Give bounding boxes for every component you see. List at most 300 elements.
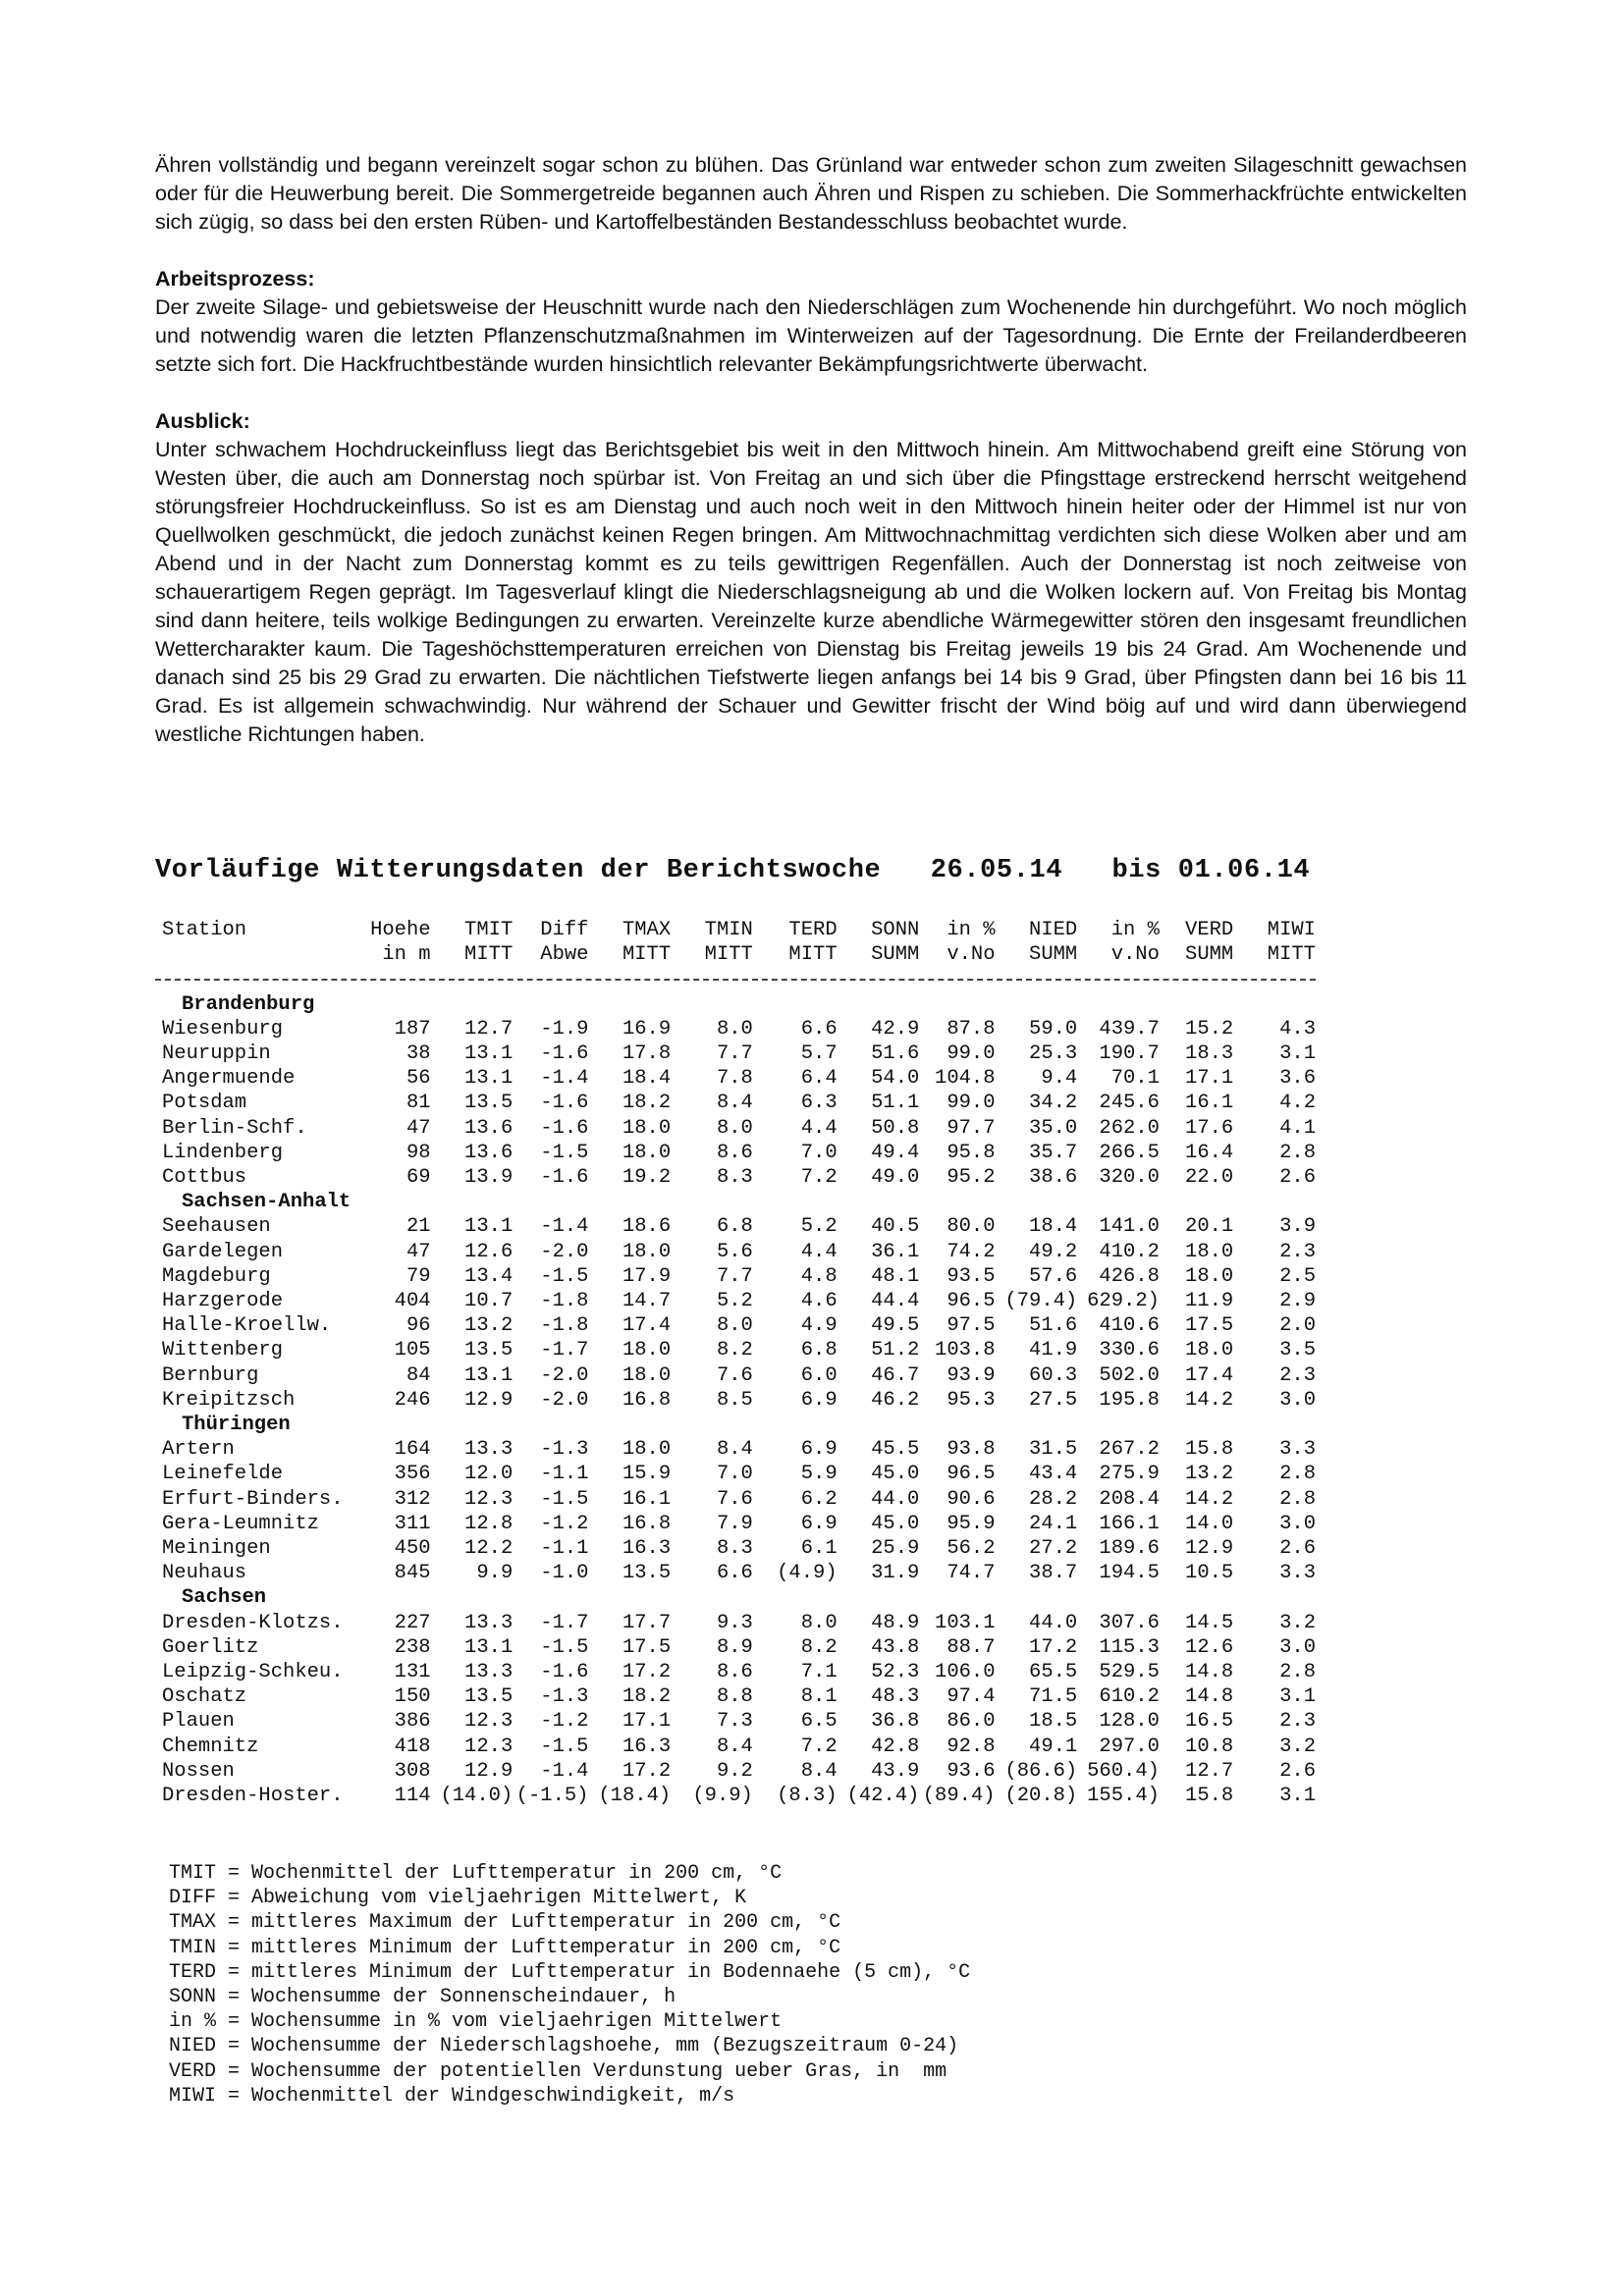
- cell-value: 227: [394, 1611, 431, 1634]
- cell-value: SUMM: [1185, 943, 1234, 967]
- cell-value: 15.2: [1185, 1017, 1234, 1041]
- cell-value: 13.9: [464, 1166, 514, 1190]
- cell-value: NIED: [1029, 919, 1078, 941]
- cell-value: 2.8: [1279, 1487, 1316, 1511]
- cell-station: Oschatz: [162, 1685, 247, 1709]
- cell-station: Artern: [162, 1438, 235, 1462]
- cell-station: Chemnitz: [162, 1735, 259, 1758]
- cell-value: -2.0: [540, 1363, 589, 1387]
- cell-value: 46.7: [871, 1363, 920, 1387]
- cell-value: 45.0: [871, 1512, 920, 1535]
- cell-value: 2.3: [1279, 1363, 1316, 1387]
- legend-item: SONN = Wochensumme der Sonnenscheindauer, h: [169, 1985, 676, 2008]
- cell-value: 426.8: [1099, 1264, 1160, 1288]
- cell-value: 51.1: [871, 1092, 920, 1115]
- cell-value: 7.2: [800, 1166, 838, 1190]
- cell-value: 17.6: [1185, 1116, 1234, 1140]
- cell-value: 2.6: [1279, 1759, 1316, 1783]
- cell-value: 36.1: [871, 1240, 920, 1263]
- cell-value: 356: [394, 1463, 431, 1486]
- cell-value: 42.9: [871, 1017, 920, 1041]
- cell-value: 195.8: [1099, 1388, 1160, 1412]
- cell-value: 7.0: [716, 1463, 753, 1486]
- table-row: [162, 1338, 1316, 1362]
- cell-value: 44.0: [871, 1487, 920, 1511]
- cell-value: 330.6: [1099, 1339, 1160, 1362]
- cell-value: 3.9: [1279, 1215, 1316, 1239]
- cell-value: 13.5: [622, 1562, 672, 1585]
- cell-value: -1.7: [540, 1611, 589, 1634]
- cell-value: -1.5: [540, 1735, 589, 1758]
- cell-station: Lindenberg: [162, 1141, 284, 1164]
- cell-value: 8.0: [716, 1116, 753, 1140]
- cell-value: TMAX: [622, 919, 672, 941]
- cell-value: 21: [406, 1215, 431, 1239]
- table-row: [162, 1784, 1316, 1808]
- cell-value: 13.1: [464, 1635, 514, 1659]
- cell-value: 81: [406, 1092, 431, 1115]
- cell-value: 297.0: [1099, 1735, 1160, 1758]
- cell-value: 320.0: [1099, 1166, 1160, 1190]
- cell-value: 18.3: [1185, 1042, 1234, 1065]
- cell-station: Goerlitz: [162, 1635, 259, 1659]
- cell-value: 99.0: [947, 1092, 996, 1115]
- cell-value: 8.5: [716, 1388, 753, 1412]
- cell-value: 88.7: [947, 1635, 996, 1659]
- cell-station: Wiesenburg: [162, 1017, 284, 1041]
- cell-value: 410.2: [1099, 1240, 1160, 1263]
- cell-value: MITT: [622, 943, 672, 967]
- cell-station: Kreipitzsch: [162, 1388, 296, 1412]
- table-row: [162, 1116, 1316, 1141]
- cell-value: 5.6: [716, 1240, 753, 1263]
- cell-value: 25.9: [871, 1537, 920, 1561]
- cell-value: 5.2: [800, 1215, 838, 1239]
- cell-value: Abwe: [540, 943, 589, 967]
- cell-value: 8.4: [716, 1092, 753, 1115]
- cell-value: 2.6: [1279, 1537, 1316, 1561]
- cell-value: 13.5: [464, 1339, 514, 1362]
- cell-value: 14.8: [1185, 1685, 1234, 1709]
- cell-value: 7.3: [716, 1710, 753, 1734]
- cell-value: 87.8: [947, 1017, 996, 1041]
- cell-value: 14.0: [1185, 1512, 1234, 1535]
- cell-value: 35.0: [1029, 1116, 1078, 1140]
- cell-value: 19.2: [622, 1166, 672, 1190]
- cell-value: 245.6: [1099, 1092, 1160, 1115]
- legend-item: VERD = Wochensumme der potentiellen Verdunstung ueber Gras, in mm: [169, 2059, 947, 2083]
- cell-value: 166.1: [1099, 1512, 1160, 1535]
- table-row: [162, 1536, 1316, 1561]
- table-row: [162, 1709, 1316, 1734]
- cell-value: 17.2: [622, 1661, 672, 1684]
- cell-value: 74.2: [947, 1240, 996, 1263]
- cell-value: in %: [947, 919, 996, 941]
- table-row: [162, 1313, 1316, 1338]
- cell-station: Seehausen: [162, 1215, 271, 1239]
- cell-value: v.No: [1110, 943, 1160, 967]
- table-header-row: [162, 918, 1316, 942]
- table-header-row: [162, 942, 1316, 967]
- cell-value: -1.3: [540, 1685, 589, 1709]
- cell-value: 31.9: [871, 1562, 920, 1585]
- cell-value: 103.1: [935, 1611, 996, 1634]
- cell-value: (18.4): [598, 1785, 672, 1808]
- cell-value: 93.8: [947, 1438, 996, 1462]
- cell-value: 97.7: [947, 1116, 996, 1140]
- cell-value: 9.3: [716, 1611, 753, 1634]
- cell-value: 115.3: [1099, 1635, 1160, 1659]
- cell-station: Harzgerode: [162, 1290, 284, 1313]
- cell-value: 3.0: [1279, 1388, 1316, 1412]
- cell-station: Wittenberg: [162, 1339, 284, 1362]
- cell-value: 128.0: [1099, 1710, 1160, 1734]
- cell-value: 8.2: [800, 1635, 838, 1659]
- cell-value: 18.5: [1029, 1710, 1078, 1734]
- cell-value: 95.3: [947, 1388, 996, 1412]
- cell-value: 45.0: [871, 1463, 920, 1486]
- cell-value: in m: [382, 943, 431, 967]
- cell-value: 2.3: [1279, 1240, 1316, 1263]
- table-row: [162, 1363, 1316, 1388]
- cell-value: 15.9: [622, 1463, 672, 1486]
- cell-value: 10.5: [1185, 1562, 1234, 1585]
- cell-value: -1.1: [540, 1463, 589, 1486]
- cell-value: 8.3: [716, 1166, 753, 1190]
- cell-value: 44.0: [1029, 1611, 1078, 1634]
- cell-value: 410.6: [1099, 1314, 1160, 1338]
- cell-value: 43.4: [1029, 1463, 1078, 1486]
- cell-value: 12.9: [1185, 1537, 1234, 1561]
- cell-value: 14.5: [1185, 1611, 1234, 1634]
- cell-value: 18.6: [622, 1215, 672, 1239]
- cell-value: 16.1: [1185, 1092, 1234, 1115]
- cell-value: 31.5: [1029, 1438, 1078, 1462]
- region-row: [162, 1585, 1316, 1610]
- cell-value: 6.9: [800, 1512, 838, 1535]
- cell-value: 6.6: [716, 1562, 753, 1585]
- ausblick-paragraph: Unter schwachem Hochdruckeinfluss liegt das Berichtsgebiet bis weit in den Mittwoch hinein. Am Mittwochabend greift eine Störung von Westen über, die auch am Donnerstag noch spürbar ist. Von Freitag an und sich über die Pfingsttage erstreckend herrscht weitgehend störungsfreier Hochdruckeinfluss. So ist es am Dienstag und auch noch weit in den Mittwoch hinein heiter oder der Himmel ist nur von Quellwolken geschmückt, die jedoch zunächst keinen Regen bringen. Am Mittwochnachmittag verdichten sich diese Wolken aber und am Abend und in der Nacht zum Donnerstag kommt es zu teils gewittrigen Regenfällen. Auch der Donnerstag ist noch zeitweise von schauerartigem Regen geprägt. Im Tagesverlauf klingt die Niederschlagsneigung ab und die Wolken lockern auf. Von Freitag bis Montag sind dann heitere, teils wolkige Bedingungen zu erwarten. Vereinzelte kurze abendliche Wärmegewitter stören den insgesamt freundlichen Wettercharakter kaum. Die Tageshöchsttemperaturen erreichen von Dienstag bis Freitag jeweils 19 bis 24 Grad. Am Wochenende und danach sind 25 bis 29 Grad zu erwarten. Die nächtlichen Tiefstwerte liegen anfangs bei 14 bis 9 Grad, über Pfingsten dann bei 16 bis 11 Grad. Es ist allgemein schwachwindig. Nur während der Schauer und Gewitter frischt der Wind böig auf und wird dann überwiegend westliche Richtungen haben.: [155, 438, 1467, 746]
- cell-value: 6.3: [800, 1092, 838, 1115]
- cell-value: 5.9: [800, 1463, 838, 1486]
- cell-value: 18.0: [622, 1240, 672, 1263]
- cell-value: 41.9: [1029, 1339, 1078, 1362]
- cell-station: Halle-Kroellw.: [162, 1314, 332, 1338]
- cell-value: 190.7: [1099, 1042, 1160, 1065]
- cell-value: 12.3: [464, 1735, 514, 1758]
- cell-value: 307.6: [1099, 1611, 1160, 1634]
- cell-value: 610.2: [1099, 1685, 1160, 1709]
- cell-value: 10.8: [1185, 1735, 1234, 1758]
- cell-value: 54.0: [871, 1067, 920, 1091]
- report-text: [155, 151, 1467, 749]
- cell-value: 7.7: [716, 1264, 753, 1288]
- cell-value: 38: [406, 1042, 431, 1065]
- cell-value: 13.1: [464, 1215, 514, 1239]
- cell-value: 45.5: [871, 1438, 920, 1462]
- table-row: [162, 1240, 1316, 1264]
- cell-value: MITT: [788, 943, 838, 967]
- legend-item: DIFF = Abweichung vom vieljaehrigen Mittelwert, K: [169, 1887, 747, 1910]
- cell-value: 7.8: [716, 1067, 753, 1091]
- cell-value: 7.7: [716, 1042, 753, 1065]
- table-title: Vorläufige Witterungsdaten der Berichtswoche 26.05.14 bis 01.06.14: [155, 856, 1311, 885]
- cell-value: 114: [394, 1785, 431, 1808]
- cell-station: Gera-Leumnitz: [162, 1512, 319, 1535]
- cell-value: 93.9: [947, 1363, 996, 1387]
- cell-value: 5.2: [716, 1290, 753, 1313]
- cell-value: 8.0: [716, 1017, 753, 1041]
- cell-value: -1.5: [540, 1635, 589, 1659]
- cell-value: 13.1: [464, 1067, 514, 1091]
- cell-value: 8.4: [716, 1438, 753, 1462]
- cell-value: 56.2: [947, 1537, 996, 1561]
- table-row: [162, 1561, 1316, 1585]
- cell-value: 69: [406, 1166, 431, 1190]
- table-row: [162, 1611, 1316, 1635]
- cell-value: 12.9: [464, 1388, 514, 1412]
- cell-value: -1.2: [540, 1512, 589, 1535]
- cell-value: 12.2: [464, 1537, 514, 1561]
- cell-value: -1.8: [540, 1314, 589, 1338]
- table-row: [162, 1759, 1316, 1784]
- cell-value: 38.6: [1029, 1166, 1078, 1190]
- cell-value: 17.5: [1185, 1314, 1234, 1338]
- cell-value: 12.8: [464, 1512, 514, 1535]
- cell-value: 386: [394, 1710, 431, 1734]
- cell-station: Neuruppin: [162, 1042, 271, 1065]
- cell-value: MITT: [464, 943, 514, 967]
- legend-item: in % = Wochensumme in % vom vieljaehrigen Mittelwert: [169, 2010, 783, 2034]
- cell-value: 404: [394, 1290, 431, 1313]
- cell-value: 44.4: [871, 1290, 920, 1313]
- cell-value: 4.3: [1279, 1017, 1316, 1041]
- cell-value: 275.9: [1099, 1463, 1160, 1486]
- ausblick-heading: Ausblick:: [155, 409, 250, 433]
- cell-value: 7.6: [716, 1363, 753, 1387]
- cell-value: -1.6: [540, 1116, 589, 1140]
- cell-value: 6.8: [800, 1339, 838, 1362]
- cell-value: 57.6: [1029, 1264, 1078, 1288]
- table-row: [162, 1289, 1316, 1313]
- cell-station: [162, 942, 367, 967]
- cell-value: 51.6: [871, 1042, 920, 1065]
- cell-value: 18.0: [622, 1339, 672, 1362]
- cell-value: 47: [406, 1116, 431, 1140]
- region-row: [162, 1190, 1316, 1214]
- cell-value: 14.7: [622, 1290, 672, 1313]
- cell-value: 15.8: [1185, 1785, 1234, 1808]
- cell-value: 18.2: [622, 1685, 672, 1709]
- cell-value: 8.4: [800, 1759, 838, 1783]
- cell-value: 2.8: [1279, 1141, 1316, 1164]
- cell-value: -1.1: [540, 1537, 589, 1561]
- cell-value: 95.2: [947, 1166, 996, 1190]
- cell-value: TMIT: [464, 919, 514, 941]
- cell-value: 311: [394, 1512, 431, 1535]
- cell-value: 18.0: [1185, 1339, 1234, 1362]
- cell-value: VERD: [1185, 919, 1234, 941]
- legend-item: MIWI = Wochenmittel der Windgeschwindigkeit, m/s: [169, 2084, 735, 2108]
- cell-value: -1.4: [540, 1215, 589, 1239]
- cell-value: (86.6): [1004, 1759, 1078, 1783]
- cell-value: 65.5: [1029, 1661, 1078, 1684]
- cell-value: 17.2: [1029, 1635, 1078, 1659]
- cell-value: 12.7: [464, 1017, 514, 1041]
- cell-value: 16.9: [622, 1017, 672, 1041]
- cell-value: -1.6: [540, 1042, 589, 1065]
- cell-value: 4.1: [1279, 1116, 1316, 1140]
- cell-value: 238: [394, 1635, 431, 1659]
- cell-value: 208.4: [1099, 1487, 1160, 1511]
- cell-value: 18.0: [622, 1438, 672, 1462]
- table-row: [162, 1214, 1316, 1239]
- cell-value: 17.8: [622, 1042, 672, 1065]
- legend-item: TMIN = mittleres Minimum der Lufttemperatur in 200 cm, °C: [169, 1936, 841, 1959]
- cell-value: 17.4: [622, 1314, 672, 1338]
- cell-value: 49.5: [871, 1314, 920, 1338]
- cell-value: (14.0): [440, 1785, 514, 1808]
- table-row: [162, 1264, 1316, 1289]
- cell-station: Angermuende: [162, 1067, 296, 1091]
- cell-value: 105: [394, 1339, 431, 1362]
- cell-value: (20.8): [1004, 1785, 1078, 1808]
- intro-paragraph: Ähren vollständig und begann vereinzelt sogar schon zu blühen. Das Grünland war entweder schon zum zweiten Silageschnitt gewachsen oder für die Heuwerbung bereit. Die Sommergetreide begannen auch Ähren und Rispen zu schieben. Die Sommerhackfrüchte entwickelten sich zügig, so dass bei den ersten Rüben- und Kartoffelbeständen Bestandesschluss beobachtet wurde.: [155, 153, 1467, 234]
- cell-value: 49.1: [1029, 1735, 1078, 1758]
- table-separator: [162, 967, 1316, 991]
- cell-station: Plauen: [162, 1710, 235, 1734]
- cell-station: Dresden-Klotzs.: [162, 1611, 344, 1634]
- table-row: [162, 1462, 1316, 1486]
- cell-value: 56: [406, 1067, 431, 1091]
- cell-value: 8.1: [800, 1685, 838, 1709]
- cell-value: 14.8: [1185, 1661, 1234, 1684]
- cell-value: -1.6: [540, 1661, 589, 1684]
- cell-value: 13.2: [464, 1314, 514, 1338]
- cell-value: 16.8: [622, 1388, 672, 1412]
- cell-value: 3.6: [1279, 1067, 1316, 1091]
- cell-value: 12.6: [464, 1240, 514, 1263]
- cell-value: TERD: [788, 919, 838, 941]
- cell-value: 8.3: [716, 1537, 753, 1561]
- region-name: Brandenburg: [182, 992, 315, 1016]
- cell-value: -2.0: [540, 1388, 589, 1412]
- cell-value: 48.1: [871, 1264, 920, 1288]
- cell-value: -1.2: [540, 1710, 589, 1734]
- cell-value: 9.4: [1041, 1067, 1078, 1091]
- table-row: [162, 1437, 1316, 1462]
- cell-value: 187: [394, 1017, 431, 1041]
- cell-value: 6.2: [800, 1487, 838, 1511]
- cell-value: 502.0: [1099, 1363, 1160, 1387]
- legend-item: TMAX = mittleres Maximum der Lufttemperatur in 200 cm, °C: [169, 1911, 841, 1935]
- cell-value: 6.8: [716, 1215, 753, 1239]
- cell-value: 3.3: [1279, 1438, 1316, 1462]
- cell-value: 8.0: [800, 1611, 838, 1634]
- cell-value: 2.5: [1279, 1264, 1316, 1288]
- cell-value: 93.6: [947, 1759, 996, 1783]
- weather-data-table: [162, 918, 1316, 1808]
- cell-value: 18.0: [622, 1116, 672, 1140]
- cell-value: 43.9: [871, 1759, 920, 1783]
- cell-value: 13.1: [464, 1042, 514, 1065]
- cell-value: 2.9: [1279, 1290, 1316, 1313]
- cell-value: (4.9): [777, 1562, 838, 1585]
- cell-value: 141.0: [1099, 1215, 1160, 1239]
- table-row: [162, 1041, 1316, 1066]
- cell-value: 16.5: [1185, 1710, 1234, 1734]
- cell-value: 9.2: [716, 1759, 753, 1783]
- cell-value: (9.9): [692, 1785, 753, 1808]
- table-row: [162, 1487, 1316, 1512]
- cell-value: 42.8: [871, 1735, 920, 1758]
- cell-value: 106.0: [935, 1661, 996, 1684]
- cell-station: Berlin-Schf.: [162, 1116, 307, 1140]
- cell-value: 17.7: [622, 1611, 672, 1634]
- cell-station: Potsdam: [162, 1092, 247, 1115]
- cell-value: 27.5: [1029, 1388, 1078, 1412]
- cell-value: 439.7: [1099, 1017, 1160, 1041]
- cell-value: 28.2: [1029, 1487, 1078, 1511]
- cell-station: Gardelegen: [162, 1240, 284, 1263]
- cell-value: 12.9: [464, 1759, 514, 1783]
- cell-value: -1.5: [540, 1141, 589, 1164]
- cell-value: 97.5: [947, 1314, 996, 1338]
- cell-station: Erfurt-Binders.: [162, 1487, 344, 1511]
- cell-value: 18.4: [622, 1067, 672, 1091]
- cell-value: -1.3: [540, 1438, 589, 1462]
- cell-value: 80.0: [947, 1215, 996, 1239]
- table-row: [162, 1066, 1316, 1091]
- cell-station: Neuhaus: [162, 1562, 247, 1585]
- cell-value: 34.2: [1029, 1092, 1078, 1115]
- cell-value: 13.3: [464, 1438, 514, 1462]
- cell-value: 43.8: [871, 1635, 920, 1659]
- cell-value: 5.7: [800, 1042, 838, 1065]
- cell-value: 84: [406, 1363, 431, 1387]
- cell-value: -1.8: [540, 1290, 589, 1313]
- cell-station: Station: [162, 919, 247, 941]
- cell-station: Cottbus: [162, 1166, 247, 1190]
- cell-value: 98: [406, 1141, 431, 1164]
- cell-value: 38.7: [1029, 1562, 1078, 1585]
- cell-value: 7.9: [716, 1512, 753, 1535]
- cell-value: 7.6: [716, 1487, 753, 1511]
- legend-item: NIED = Wochensumme der Niederschlagshoehe, mm (Bezugszeitraum 0-24): [169, 2035, 959, 2058]
- cell-value: 194.5: [1099, 1562, 1160, 1585]
- cell-value: 48.3: [871, 1685, 920, 1709]
- cell-value: (-1.5): [515, 1785, 589, 1808]
- cell-value: 49.4: [871, 1141, 920, 1164]
- cell-value: 52.3: [871, 1661, 920, 1684]
- cell-value: 4.2: [1279, 1092, 1316, 1115]
- cell-value: 9.9: [476, 1562, 514, 1585]
- cell-station: Bernburg: [162, 1363, 259, 1387]
- cell-value: 17.1: [1185, 1067, 1234, 1091]
- cell-value: 60.3: [1029, 1363, 1078, 1387]
- cell-value: 8.4: [716, 1735, 753, 1758]
- cell-value: 12.7: [1185, 1759, 1234, 1783]
- cell-value: (42.4): [846, 1785, 920, 1808]
- cell-value: 2.3: [1279, 1710, 1316, 1734]
- cell-value: 3.2: [1279, 1611, 1316, 1634]
- cell-value: 17.9: [622, 1264, 672, 1288]
- cell-value: 560.4): [1087, 1759, 1160, 1783]
- cell-value: 13.6: [464, 1116, 514, 1140]
- cell-value: 262.0: [1099, 1116, 1160, 1140]
- cell-value: 3.1: [1279, 1685, 1316, 1709]
- region-row: [162, 992, 1316, 1017]
